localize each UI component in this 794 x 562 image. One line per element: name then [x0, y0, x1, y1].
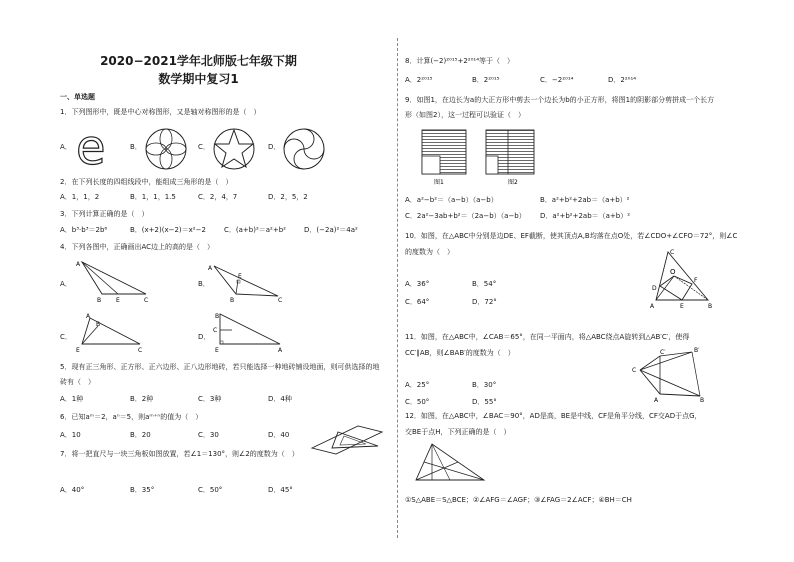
- q4-figure-b: [208, 262, 288, 304]
- q6-option-c: C．30: [198, 431, 219, 439]
- q6-option-d: D．40: [268, 431, 290, 439]
- q1-figure-b: [144, 127, 188, 171]
- q3-option-a: A．b³·b³＝2b⁶: [60, 226, 108, 234]
- q12-stem-cont: 交BE于点H，下列正确的是（ ）: [405, 428, 511, 436]
- svg-text:B: B: [96, 321, 101, 328]
- svg-text:E: E: [116, 297, 120, 304]
- q11-option-d: D．55°: [472, 398, 497, 406]
- svg-text:A: A: [76, 261, 81, 268]
- q9-figures: [412, 126, 542, 188]
- svg-text:A: A: [650, 303, 655, 310]
- q1-figure-a: [74, 124, 124, 170]
- q2-option-b: B．1，1，1.5: [130, 193, 176, 201]
- svg-text:A: A: [208, 265, 213, 272]
- q4-figure-c: [74, 312, 154, 356]
- q11-stem-cont: CC′∥AB，则∠BAB′的度数为（ ）: [405, 349, 515, 357]
- q9-option-b: B．a²+b²+2ab＝（a+b）²: [540, 196, 630, 204]
- q6-option-a: A．10: [60, 431, 81, 439]
- svg-text:A: A: [86, 313, 91, 320]
- q3-option-c: C．(a+b)²＝a²+b²: [224, 226, 286, 234]
- q7-option-c: C．50°: [198, 486, 223, 494]
- svg-text:B: B: [97, 297, 102, 304]
- svg-text:F: F: [694, 277, 698, 284]
- page-title: 2020−2021学年北师版七年级下期: [100, 54, 297, 68]
- q8-option-b: B．2²⁰¹⁵: [472, 76, 500, 84]
- q8-stem: 8．计算(−2)²⁰¹⁵+2²⁰¹⁴等于（ ）: [405, 57, 515, 65]
- svg-text:A: A: [654, 397, 659, 404]
- q5-stem: 5．现有正三角形、正方形、正六边形、正八边形地砖，若只能选择一种地砖铺设地面，则可供选择的地: [60, 363, 380, 371]
- q10-stem-cont: 的度数为（ ）: [405, 248, 454, 256]
- svg-text:B: B: [708, 303, 713, 310]
- svg-text:C: C: [632, 367, 637, 374]
- q1-option-b: B．: [130, 143, 142, 151]
- svg-text:B: B: [230, 297, 235, 304]
- q10-option-a: A．36°: [405, 280, 430, 288]
- q2-stem: 2．在下列长度的四组线段中，能组成三角形的是（ ）: [60, 178, 233, 186]
- svg-text:A: A: [278, 347, 283, 354]
- q1-figure-d: [282, 127, 326, 171]
- q7-ruler-triangle-figure: [308, 418, 388, 458]
- q2-option-c: C．2，4，7: [198, 193, 238, 201]
- q3-option-b: B．(x+2)(x−2)＝x²−2: [130, 226, 206, 234]
- q1-option-c: C．: [198, 143, 210, 151]
- q4-option-a: A．: [60, 280, 72, 288]
- svg-text:E: E: [680, 303, 684, 310]
- page-subtitle: 数学期中复习1: [158, 72, 239, 86]
- svg-text:E: E: [215, 347, 219, 354]
- q10-option-d: D．72°: [472, 298, 497, 306]
- q7-option-d: D．45°: [268, 486, 293, 494]
- svg-text:C′: C′: [660, 349, 666, 356]
- q8-option-c: C．−2²⁰¹⁴: [540, 76, 574, 84]
- svg-text:O: O: [670, 268, 676, 276]
- svg-text:C: C: [670, 249, 675, 256]
- q7-option-a: A．40°: [60, 486, 85, 494]
- q11-option-a: A．25°: [405, 381, 430, 389]
- section-heading: 一、单选题: [60, 93, 95, 101]
- q8-option-a: A．2²⁰¹⁵: [405, 76, 433, 84]
- q3-option-d: D．(−2a)²＝4a²: [304, 226, 358, 234]
- q5-option-d: D．4种: [268, 395, 292, 403]
- q2-option-d: D．2，5，2: [268, 193, 308, 201]
- q10-figure: [648, 246, 720, 312]
- svg-text:E: E: [76, 347, 80, 354]
- svg-text:C: C: [213, 327, 218, 334]
- q11-option-b: B．30°: [472, 381, 497, 389]
- q7-option-b: B．35°: [130, 486, 155, 494]
- q1-option-a: A．: [60, 143, 72, 151]
- q8-option-d: D．2²⁰¹⁴: [608, 76, 637, 84]
- q4-option-c: C．: [60, 333, 72, 341]
- q5-stem-cont: 砖有（ ）: [60, 378, 95, 386]
- q9-option-c: C．2a²−3ab+b²＝（2a−b）（a−b）: [405, 212, 526, 220]
- q4-figure-d: [210, 310, 290, 356]
- q9-stem-cont: 形（如图2），这一过程可以验证（ ）: [405, 111, 525, 119]
- q4-option-d: D．: [198, 333, 211, 341]
- q2-option-a: A．1，1，2: [60, 193, 100, 201]
- q5-option-a: A．1种: [60, 395, 84, 403]
- svg-text:C: C: [144, 297, 149, 304]
- svg-text:C: C: [138, 347, 143, 354]
- svg-text:图1: 图1: [434, 179, 444, 186]
- q11-figure: [630, 344, 710, 404]
- q4-figure-a: [74, 258, 154, 304]
- q1-option-d: D．: [268, 143, 281, 151]
- svg-text:B: B: [700, 397, 705, 404]
- q10-option-c: C．64°: [405, 298, 430, 306]
- q4-stem: 4．下列各图中，正确画出AC边上的高的是（ ）: [60, 243, 215, 251]
- column-divider: [397, 38, 398, 538]
- q1-figure-a-letter: e: [76, 124, 106, 170]
- q10-stem: 10．如图，在△ABC中分别是边DE、EF截断，使其顶点A,B均落在点O处，若∠CDO+∠CFO＝72°，则∠C: [405, 232, 738, 240]
- q5-option-b: B．2种: [130, 395, 154, 403]
- q4-option-b: B．: [198, 280, 210, 288]
- svg-text:D: D: [652, 285, 657, 292]
- q11-option-c: C．50°: [405, 398, 430, 406]
- q6-stem: 6．已知aᵐ＝2，aⁿ＝5，则aᵐ⁺ⁿ的值为（ ）: [60, 413, 203, 421]
- svg-text:E: E: [238, 273, 242, 280]
- q9-option-d: D．a²+b²+2ab＝（a+b）²: [540, 212, 631, 220]
- svg-text:C: C: [278, 297, 283, 304]
- q9-stem: 9．如图1，在边长为a的大正方形中剪去一个边长为b的小正方形，将图1的阴影部分剪拼成一个长方: [405, 96, 715, 104]
- q10-option-b: B．54°: [472, 280, 497, 288]
- q3-stem: 3．下列计算正确的是（ ）: [60, 210, 149, 218]
- q12-stem: 12．如图，在△ABC中，∠BAC＝90°，AD是高，BE是中线，CF是角平分线，CF交AD于点G，: [405, 412, 702, 420]
- q9-option-a: A．a²−b²＝（a−b）（a−b）: [405, 196, 498, 204]
- q7-stem: 7．将一把直尺与一块三角板如图放置，若∠1＝130°，则∠2的度数为（ ）: [60, 450, 299, 458]
- svg-text:B: B: [215, 313, 220, 320]
- q1-stem: 1．下列图形中，既是中心对称图形，又是轴对称图形的是（ ）: [60, 108, 261, 116]
- q5-option-c: C．3种: [198, 395, 222, 403]
- svg-text:B′: B′: [694, 347, 700, 354]
- q1-figure-c: [212, 127, 256, 171]
- q12-figure: [410, 440, 490, 488]
- q11-stem: 11．如图，在△ABC中，∠CAB＝65°，在同一平面内，将△ABC绕点A旋转到△AB′C′，使得: [405, 333, 690, 341]
- svg-text:图2: 图2: [508, 179, 518, 186]
- q12-statements: ①S△ABE＝S△BCE；②∠AFG＝∠AGF；③∠FAG＝2∠ACF；④BH＝CH: [405, 496, 632, 504]
- q6-option-b: B．20: [130, 431, 151, 439]
